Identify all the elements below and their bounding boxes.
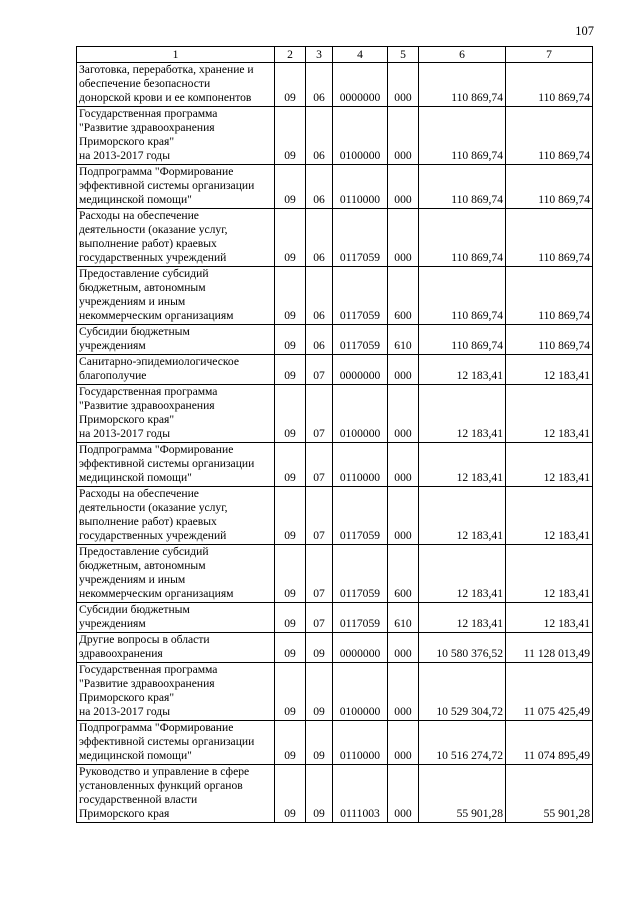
row-name: Подпрограмма "Формирование эффективной системы организации медицинской помощи" bbox=[77, 443, 275, 487]
header-col-2: 2 bbox=[275, 47, 306, 63]
row-amount-col7: 12 183,41 bbox=[506, 545, 593, 603]
row-target-code: 0117059 bbox=[333, 603, 388, 633]
table-row bbox=[77, 63, 593, 107]
row-amount-col7: 12 183,41 bbox=[506, 603, 593, 633]
row-expense-type-code: 000 bbox=[388, 443, 419, 487]
row-section-code: 09 bbox=[275, 63, 306, 107]
row-subsection-code: 06 bbox=[306, 209, 333, 267]
header-col-4: 4 bbox=[333, 47, 388, 63]
table-header-row bbox=[77, 47, 593, 63]
row-subsection-code: 09 bbox=[306, 765, 333, 823]
row-section-code: 09 bbox=[275, 603, 306, 633]
row-subsection-code: 06 bbox=[306, 165, 333, 209]
row-section-code: 09 bbox=[275, 487, 306, 545]
row-target-code: 0100000 bbox=[333, 385, 388, 443]
row-subsection-code: 09 bbox=[306, 721, 333, 765]
row-section-code: 09 bbox=[275, 385, 306, 443]
row-amount-col7: 11 074 895,49 bbox=[506, 721, 593, 765]
row-amount-col7: 110 869,74 bbox=[506, 107, 593, 165]
row-expense-type-code: 600 bbox=[388, 267, 419, 325]
header-col-6: 6 bbox=[419, 47, 506, 63]
row-section-code: 09 bbox=[275, 443, 306, 487]
row-amount-col7: 110 869,74 bbox=[506, 209, 593, 267]
table-body bbox=[77, 63, 593, 823]
row-subsection-code: 06 bbox=[306, 325, 333, 355]
row-amount-col6: 55 901,28 bbox=[419, 765, 506, 823]
row-expense-type-code: 000 bbox=[388, 107, 419, 165]
row-subsection-code: 07 bbox=[306, 545, 333, 603]
row-section-code: 09 bbox=[275, 325, 306, 355]
row-target-code: 0000000 bbox=[333, 355, 388, 385]
row-amount-col6: 12 183,41 bbox=[419, 355, 506, 385]
row-target-code: 0000000 bbox=[333, 633, 388, 663]
table-row bbox=[77, 633, 593, 663]
row-name: Подпрограмма "Формирование эффективной системы организации медицинской помощи" bbox=[77, 721, 275, 765]
row-amount-col7: 110 869,74 bbox=[506, 267, 593, 325]
row-amount-col6: 12 183,41 bbox=[419, 603, 506, 633]
row-amount-col7: 12 183,41 bbox=[506, 355, 593, 385]
table-row bbox=[77, 603, 593, 633]
table-row bbox=[77, 385, 593, 443]
table-row bbox=[77, 325, 593, 355]
row-amount-col7: 55 901,28 bbox=[506, 765, 593, 823]
page-number: 107 bbox=[575, 24, 594, 38]
table-row bbox=[77, 107, 593, 165]
row-name: Санитарно-эпидемиологическое благополучие bbox=[77, 355, 275, 385]
table-row bbox=[77, 209, 593, 267]
row-section-code: 09 bbox=[275, 663, 306, 721]
row-section-code: 09 bbox=[275, 765, 306, 823]
row-expense-type-code: 610 bbox=[388, 325, 419, 355]
row-expense-type-code: 000 bbox=[388, 209, 419, 267]
table-row bbox=[77, 487, 593, 545]
row-target-code: 0110000 bbox=[333, 165, 388, 209]
row-target-code: 0110000 bbox=[333, 443, 388, 487]
row-amount-col7: 110 869,74 bbox=[506, 165, 593, 209]
row-amount-col6: 110 869,74 bbox=[419, 209, 506, 267]
row-amount-col7: 11 128 013,49 bbox=[506, 633, 593, 663]
row-amount-col7: 12 183,41 bbox=[506, 487, 593, 545]
budget-table bbox=[76, 46, 593, 823]
row-name: Руководство и управление в сфере установленных функций органов государственной власти Приморского края bbox=[77, 765, 275, 823]
row-name: Государственная программа "Развитие здравоохранения Приморского края" на 2013-2017 годы bbox=[77, 107, 275, 165]
table-row bbox=[77, 663, 593, 721]
row-name: Государственная программа "Развитие здравоохранения Приморского края" на 2013-2017 годы bbox=[77, 385, 275, 443]
table-row bbox=[77, 721, 593, 765]
row-section-code: 09 bbox=[275, 355, 306, 385]
row-expense-type-code: 000 bbox=[388, 487, 419, 545]
row-subsection-code: 06 bbox=[306, 107, 333, 165]
row-expense-type-code: 000 bbox=[388, 721, 419, 765]
row-amount-col6: 110 869,74 bbox=[419, 63, 506, 107]
row-expense-type-code: 000 bbox=[388, 385, 419, 443]
table-row bbox=[77, 165, 593, 209]
row-target-code: 0117059 bbox=[333, 267, 388, 325]
row-subsection-code: 09 bbox=[306, 663, 333, 721]
header-col-5: 5 bbox=[388, 47, 419, 63]
row-section-code: 09 bbox=[275, 165, 306, 209]
table-row bbox=[77, 443, 593, 487]
row-name: Субсидии бюджетным учреждениям bbox=[77, 603, 275, 633]
row-subsection-code: 07 bbox=[306, 443, 333, 487]
row-expense-type-code: 000 bbox=[388, 663, 419, 721]
row-amount-col6: 12 183,41 bbox=[419, 487, 506, 545]
row-amount-col7: 110 869,74 bbox=[506, 325, 593, 355]
row-amount-col7: 12 183,41 bbox=[506, 443, 593, 487]
row-target-code: 0000000 bbox=[333, 63, 388, 107]
row-subsection-code: 06 bbox=[306, 267, 333, 325]
row-name: Субсидии бюджетным учреждениям bbox=[77, 325, 275, 355]
table-row bbox=[77, 355, 593, 385]
row-name: Заготовка, переработка, хранение и обеспечение безопасности донорской крови и ее компонентов bbox=[77, 63, 275, 107]
row-target-code: 0117059 bbox=[333, 325, 388, 355]
row-section-code: 09 bbox=[275, 545, 306, 603]
row-amount-col6: 12 183,41 bbox=[419, 385, 506, 443]
row-section-code: 09 bbox=[275, 721, 306, 765]
row-amount-col6: 110 869,74 bbox=[419, 107, 506, 165]
row-expense-type-code: 000 bbox=[388, 355, 419, 385]
row-name: Подпрограмма "Формирование эффективной системы организации медицинской помощи" bbox=[77, 165, 275, 209]
row-expense-type-code: 000 bbox=[388, 633, 419, 663]
row-target-code: 0100000 bbox=[333, 663, 388, 721]
row-subsection-code: 09 bbox=[306, 633, 333, 663]
row-section-code: 09 bbox=[275, 107, 306, 165]
row-amount-col6: 110 869,74 bbox=[419, 267, 506, 325]
row-subsection-code: 07 bbox=[306, 385, 333, 443]
row-amount-col7: 12 183,41 bbox=[506, 385, 593, 443]
row-target-code: 0117059 bbox=[333, 209, 388, 267]
row-expense-type-code: 000 bbox=[388, 63, 419, 107]
header-col-7: 7 bbox=[506, 47, 593, 63]
row-name: Расходы на обеспечение деятельности (оказание услуг, выполнение работ) краевых государственных учреждений bbox=[77, 487, 275, 545]
row-expense-type-code: 610 bbox=[388, 603, 419, 633]
row-amount-col7: 110 869,74 bbox=[506, 63, 593, 107]
row-section-code: 09 bbox=[275, 267, 306, 325]
row-amount-col6: 12 183,41 bbox=[419, 545, 506, 603]
row-target-code: 0117059 bbox=[333, 487, 388, 545]
row-subsection-code: 07 bbox=[306, 355, 333, 385]
row-amount-col6: 10 580 376,52 bbox=[419, 633, 506, 663]
row-amount-col6: 110 869,74 bbox=[419, 325, 506, 355]
row-amount-col6: 110 869,74 bbox=[419, 165, 506, 209]
row-target-code: 0110000 bbox=[333, 721, 388, 765]
table-row bbox=[77, 545, 593, 603]
row-name: Государственная программа "Развитие здравоохранения Приморского края" на 2013-2017 годы bbox=[77, 663, 275, 721]
row-name: Предоставление субсидий бюджетным, автономным учреждениям и иным некоммерческим организациям bbox=[77, 267, 275, 325]
row-subsection-code: 07 bbox=[306, 603, 333, 633]
row-section-code: 09 bbox=[275, 633, 306, 663]
row-amount-col6: 12 183,41 bbox=[419, 443, 506, 487]
table-row bbox=[77, 267, 593, 325]
row-name: Предоставление субсидий бюджетным, автономным учреждениям и иным некоммерческим организациям bbox=[77, 545, 275, 603]
row-name: Расходы на обеспечение деятельности (оказание услуг, выполнение работ) краевых государственных учреждений bbox=[77, 209, 275, 267]
table-row bbox=[77, 765, 593, 823]
row-amount-col6: 10 529 304,72 bbox=[419, 663, 506, 721]
row-amount-col6: 10 516 274,72 bbox=[419, 721, 506, 765]
header-col-3: 3 bbox=[306, 47, 333, 63]
row-section-code: 09 bbox=[275, 209, 306, 267]
row-expense-type-code: 600 bbox=[388, 545, 419, 603]
row-amount-col7: 11 075 425,49 bbox=[506, 663, 593, 721]
row-expense-type-code: 000 bbox=[388, 165, 419, 209]
row-target-code: 0111003 bbox=[333, 765, 388, 823]
row-target-code: 0117059 bbox=[333, 545, 388, 603]
row-name: Другие вопросы в области здравоохранения bbox=[77, 633, 275, 663]
row-subsection-code: 06 bbox=[306, 63, 333, 107]
row-expense-type-code: 000 bbox=[388, 765, 419, 823]
header-col-1: 1 bbox=[77, 47, 275, 63]
row-subsection-code: 07 bbox=[306, 487, 333, 545]
row-target-code: 0100000 bbox=[333, 107, 388, 165]
